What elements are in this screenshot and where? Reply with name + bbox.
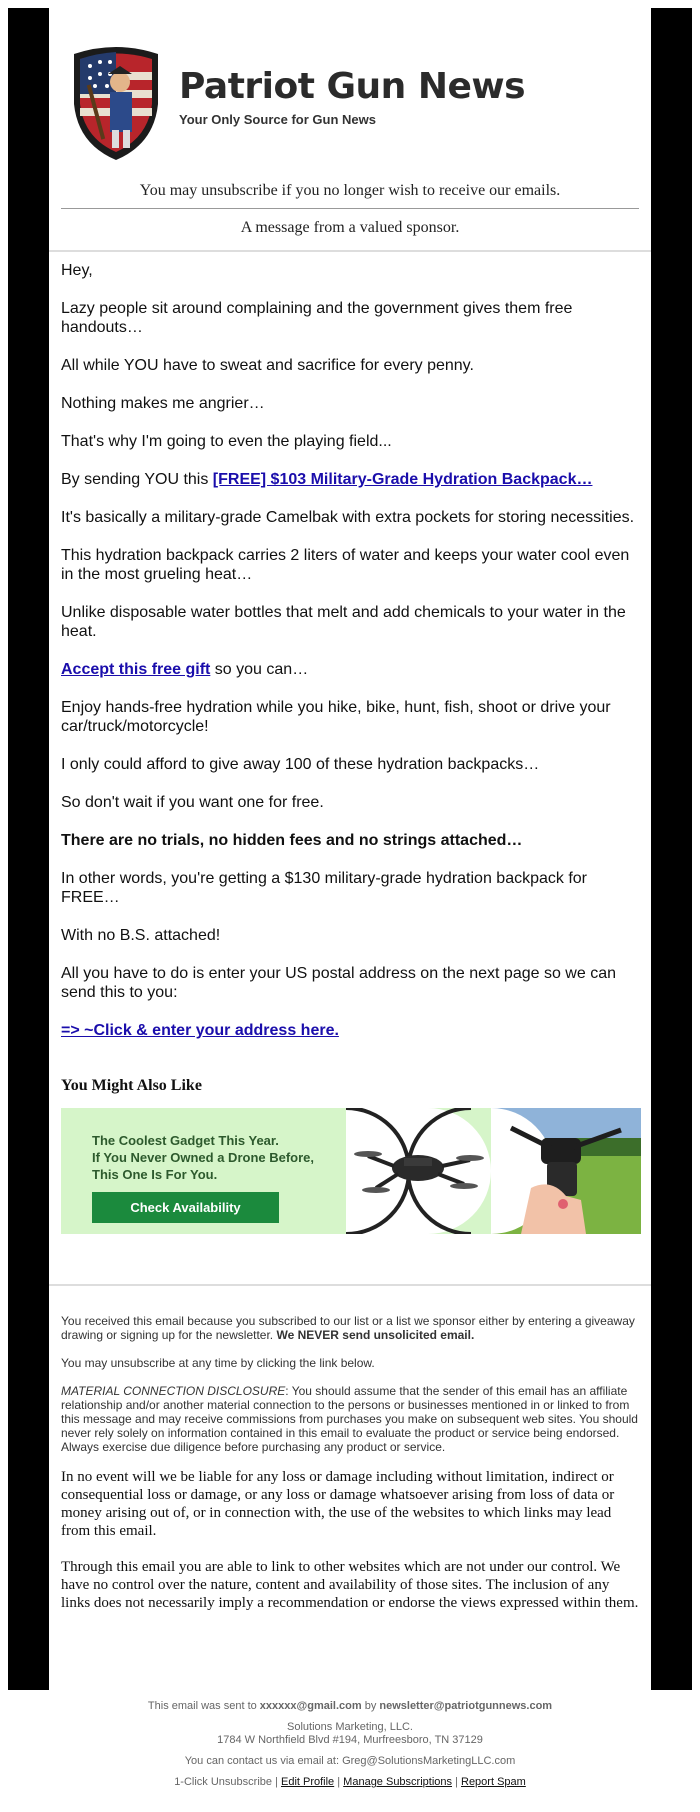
body-paragraph: It's basically a military-grade Camelbak with extra pockets for storing necessities. bbox=[61, 509, 635, 526]
legal-bold-text: We NEVER send unsolicited email. bbox=[276, 1328, 475, 1342]
body-paragraph: All you have to do is enter your US postal address on the next page so we can send this to you: bbox=[61, 965, 616, 1001]
body-paragraph: This hydration backpack carries 2 liters of water and keeps your water cool even in the most grueling heat… bbox=[61, 547, 630, 583]
divider bbox=[49, 250, 651, 252]
body-paragraph: With no B.S. attached! bbox=[61, 927, 221, 944]
legal-paragraph: You may unsubscribe at any time by clicking the link below. bbox=[61, 1356, 375, 1370]
company-address: 1784 W Northfield Blvd #194, Murfreesboro, TN 37129 bbox=[217, 1734, 483, 1746]
body-paragraph bbox=[61, 660, 641, 679]
drone-icon bbox=[346, 1108, 491, 1234]
body-paragraph: Hey, bbox=[61, 262, 93, 279]
brand-name: Patriot Gun News bbox=[179, 66, 526, 107]
no-strings-text: There are no trials, no hidden fees and no strings attached… bbox=[61, 832, 523, 849]
body-text: so you can… bbox=[210, 661, 309, 678]
body-paragraph bbox=[61, 831, 641, 850]
disclosure-label: MATERIAL CONNECTION DISCLOSURE bbox=[61, 1384, 286, 1398]
backpack-offer-link[interactable]: [FREE] $103 Military-Grade Hydration Backpack… bbox=[212, 471, 593, 488]
body-paragraph bbox=[61, 470, 641, 489]
one-click-unsubscribe-link[interactable]: 1-Click Unsubscribe bbox=[174, 1776, 272, 1788]
ad-line: The Coolest Gadget This Year. bbox=[92, 1133, 279, 1148]
liability-section bbox=[61, 1468, 641, 1612]
body-paragraph: I only could afford to give away 100 of these hydration backpacks… bbox=[61, 756, 540, 773]
drone-ad-banner[interactable] bbox=[61, 1108, 641, 1234]
body-text: By sending YOU this bbox=[61, 471, 213, 488]
check-availability-button[interactable]: Check Availability bbox=[92, 1192, 279, 1223]
ad-line: This One Is For You. bbox=[92, 1167, 218, 1182]
sender-email: newsletter@patriotgunnews.com bbox=[379, 1700, 553, 1712]
company-name: Solutions Marketing, LLC. bbox=[287, 1721, 413, 1733]
body-paragraph: In other words, you're getting a $130 military-grade hydration backpack for FREE… bbox=[61, 870, 587, 906]
brand-tagline: Your Only Source for Gun News bbox=[179, 112, 376, 127]
body-paragraph: Nothing makes me angrier… bbox=[61, 395, 265, 412]
accept-gift-link[interactable]: Accept this free gift bbox=[61, 661, 211, 678]
legal-section bbox=[61, 1314, 641, 1630]
body-paragraph: So don't wait if you want one for free. bbox=[61, 794, 324, 811]
divider bbox=[61, 208, 639, 209]
legal-paragraph: Through this email you are able to link to other websites which are not under our control. We have no control over the nature, content and availability of those sites. The inclusion of any links does not necessarily imply a recommendation or endorse the views expressed within them. bbox=[61, 1559, 639, 1611]
email-body bbox=[61, 261, 641, 1059]
body-paragraph: All while YOU have to sweat and sacrifice for every penny. bbox=[61, 357, 474, 374]
you-might-also-like-heading: You Might Also Like bbox=[61, 1077, 202, 1094]
edit-profile-link[interactable]: Edit Profile bbox=[280, 1776, 335, 1788]
body-paragraph: Enjoy hands-free hydration while you hike, bike, hunt, fish, shoot or drive your car/truck/motorcycle! bbox=[61, 699, 611, 735]
link-separator: | bbox=[334, 1776, 344, 1788]
link-separator: | bbox=[272, 1776, 281, 1788]
footer-links bbox=[0, 1776, 700, 1789]
footer-text: This email was sent to bbox=[147, 1700, 260, 1712]
legal-text: : You should assume that the sender of this email has an affiliate relationship and/or another material connection to the persons or businesses mentioned in or linked to from this message and may receive commissions from purchases you make on subsequent web sites. You should never rely solely on information contained in this email to evaluate the product or service being endorsed. Always exercise due diligence before purchasing any product or service. bbox=[61, 1384, 638, 1454]
drone-image bbox=[346, 1108, 491, 1234]
drone-photo-icon bbox=[491, 1108, 641, 1234]
sponsor-note: A message from a valued sponsor. bbox=[240, 219, 460, 236]
ad-line: If You Never Owned a Drone Before, bbox=[92, 1150, 315, 1165]
email-header bbox=[49, 8, 651, 148]
manage-subscriptions-link[interactable]: Manage Subscriptions bbox=[343, 1776, 453, 1788]
email-card bbox=[49, 8, 651, 1690]
body-paragraph bbox=[61, 1021, 641, 1040]
footer-text: by bbox=[361, 1700, 380, 1712]
unsubscribe-note: You may unsubscribe if you no longer wish to receive our emails. bbox=[139, 182, 561, 199]
legal-text: You received this email because you subscribed to our list or a list we sponsor either by entering a giveaway drawing or signing up for the newsletter. bbox=[61, 1314, 635, 1342]
legal-paragraph bbox=[61, 1314, 641, 1342]
legal-paragraph: In no event will we be liable for any loss or damage including without limitation, indirect or consequential loss or damage, or any loss or damage whatsoever arising from loss of data or money arising out of, or in connection with, the use of the websites to which links may lead from this email. bbox=[61, 1469, 615, 1539]
legal-paragraph bbox=[61, 1384, 641, 1454]
body-paragraph: Unlike disposable water bottles that melt and add chemicals to your water in the heat. bbox=[61, 604, 626, 640]
link-separator: | bbox=[452, 1776, 461, 1788]
body-paragraph: That's why I'm going to even the playing field... bbox=[61, 433, 392, 450]
ad-copy bbox=[92, 1132, 314, 1183]
drone-in-hand-photo bbox=[491, 1108, 641, 1234]
contact-line: You can contact us via email at: Greg@SolutionsMarketingLLC.com bbox=[184, 1755, 516, 1767]
sent-to-line bbox=[0, 1700, 700, 1713]
body-paragraph: Lazy people sit around complaining and the government gives them free handouts… bbox=[61, 300, 573, 336]
email-footer bbox=[0, 1700, 700, 1797]
recipient-email: xxxxxx@gmail.com bbox=[259, 1700, 362, 1712]
report-spam-link[interactable]: Report Spam bbox=[461, 1776, 526, 1788]
divider bbox=[49, 1284, 651, 1286]
enter-address-link[interactable]: => ~Click & enter your address here. bbox=[61, 1022, 339, 1039]
patriot-shield-logo bbox=[70, 44, 162, 162]
